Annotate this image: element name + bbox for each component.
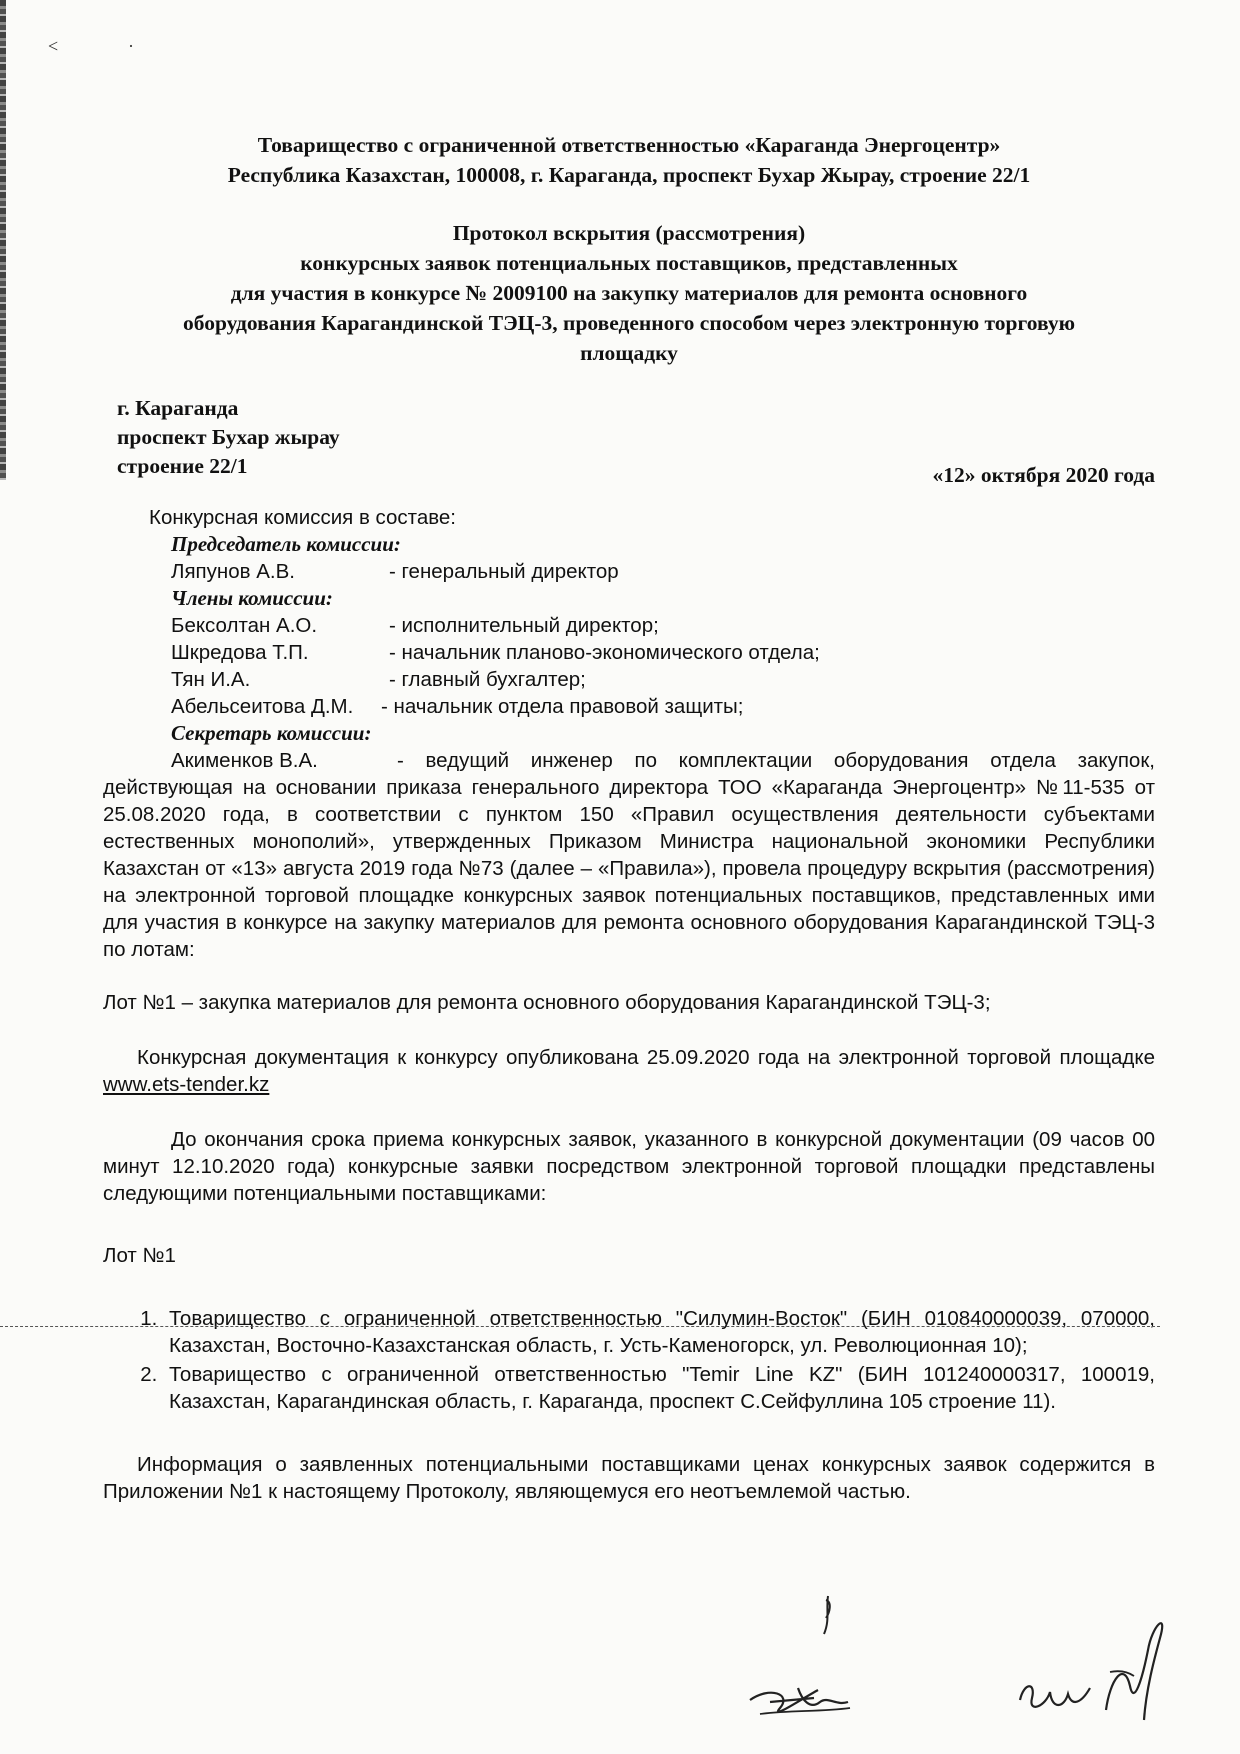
secretary-name: Акименков В.А. — [171, 749, 318, 772]
member-post: - исполнительный директор; — [389, 614, 659, 637]
title-line: Протокол вскрытия (рассмотрения) — [452, 221, 806, 245]
document-body — [103, 130, 1155, 1505]
secretary-paragraph — [103, 747, 1155, 963]
member-name: Бексолтан А.О. — [171, 614, 318, 637]
supplier-list — [103, 1305, 1155, 1415]
commission-member — [103, 666, 1155, 693]
members-role-heading: Члены комиссии: — [171, 586, 333, 610]
organization-address: Республика Казахстан, 100008, г. Караганда, проспект Бухар Жырау, строение 22/1 — [227, 163, 1031, 187]
supplier-item: 2. Товарищество с ограниченной ответственностью "Temir Line KZ" (БИН 101240000317, 100019, Казахстан, Карагандинская область, г. Караганда, проспект С.Сейфуллина 105 строение 11). — [163, 1361, 1155, 1415]
organization-name: Товарищество с ограниченной ответственностью «Караганда Энергоцентр» — [257, 133, 1001, 157]
commission-block — [103, 504, 1155, 963]
commission-member — [103, 693, 1155, 720]
place-city: г. Караганда — [117, 396, 239, 420]
signatures-area — [0, 1590, 1240, 1740]
prices-info-paragraph: Информация о заявленных потенциальными поставщиками ценах конкурсных заявок содержится в Приложении №1 к настоящему Протоколу, являющемуся его неотъемлемой частью. — [103, 1453, 1155, 1503]
publication-text: Конкурсная документация к конкурсу опубликована 25.09.2020 года на электронной торговой площадке — [137, 1046, 1155, 1069]
title-line: площадку — [580, 341, 678, 365]
organization-header — [103, 130, 1155, 190]
member-post: - генеральный директор — [389, 560, 619, 583]
title-line: конкурсных заявок потенциальных поставщиков, представленных — [300, 251, 958, 275]
commission-member — [103, 612, 1155, 639]
secretary-text: - ведущий инженер по комплектации оборудования отдела закупок, действующая на основании приказа генерального директора ТОО «Караганда Энергоцентр» №11-535 от 25.08.2020 года, в соответствии с пунктом 150 «Правил осуществления деятельности субъектами естественных монополий», утвержденных Приказом Министра национальной экономики Республики Казахстан от «13» августа 2019 года №73 (далее – «Правила»), провела процедуру вскрытия (рассмотрения) на электронной торговой площадке конкурсных заявок потенциальных поставщиков, представленных ими для участия в конкурсе на закупку материалов для ремонта основного оборудования Карагандинской ТЭЦ-3 по лотам: — [103, 749, 1155, 961]
place-date-row — [103, 394, 1155, 490]
member-name: Тян И.А. — [171, 668, 251, 691]
title-line: для участия в конкурсе № 2009100 на закупку материалов для ремонта основного — [230, 281, 1028, 305]
publication-paragraph — [103, 1044, 1155, 1098]
tender-site-link[interactable]: www.ets-tender.kz — [103, 1073, 270, 1096]
signature-1 — [740, 1590, 890, 1740]
title-line: оборудования Карагандинской ТЭЦ-3, проведенного способом через электронную торговую — [183, 311, 1075, 335]
member-post: - начальник отдела правовой защиты; — [381, 695, 744, 718]
commission-member — [103, 558, 1155, 585]
scan-stray-line — [0, 1326, 1160, 1327]
chair-role-heading: Председатель комиссии: — [171, 532, 401, 556]
scan-speck: · — [128, 36, 134, 56]
member-post: - начальник планово-экономического отдела; — [389, 641, 820, 664]
place-block — [117, 394, 340, 481]
place-street: проспект Бухар жырау — [117, 425, 340, 449]
scan-edge-artifact — [0, 0, 6, 480]
deadline-paragraph: До окончания срока приема конкурсных заявок, указанного в конкурсной документации (09 часов 00 минут 12.10.2020 года) конкурсные заявки посредством электронной торговой площадки представлены следующими потенциальными поставщиками: — [103, 1128, 1155, 1205]
signature-2 — [1010, 1590, 1200, 1740]
supplier-item: 1. Товарищество с ограниченной ответственностью "Силумин-Восток" (БИН 010840000039, 070000, Казахстан, Восточно-Казахстанская область, г. Усть-Каменогорск, ул. Революционная 10); — [163, 1305, 1155, 1359]
member-name: Ляпунов А.В. — [171, 560, 295, 583]
secretary-role-heading: Секретарь комиссии: — [171, 721, 372, 745]
member-post: - главный бухгалтер; — [389, 668, 586, 691]
member-name: Абельсеитова Д.М. — [171, 695, 354, 718]
document-date: «12» октября 2020 года — [932, 463, 1155, 487]
protocol-title — [103, 218, 1155, 368]
lot-heading: Лот №1 — [103, 1244, 176, 1267]
commission-intro: Конкурсная комиссия в составе: — [149, 506, 456, 529]
member-name: Шкредова Т.П. — [171, 641, 309, 664]
place-building: строение 22/1 — [117, 454, 248, 478]
lot-description: Лот №1 – закупка материалов для ремонта основного оборудования Карагандинской ТЭЦ-3; — [103, 991, 991, 1014]
commission-member — [103, 639, 1155, 666]
scan-speck: ˂ — [48, 36, 59, 56]
